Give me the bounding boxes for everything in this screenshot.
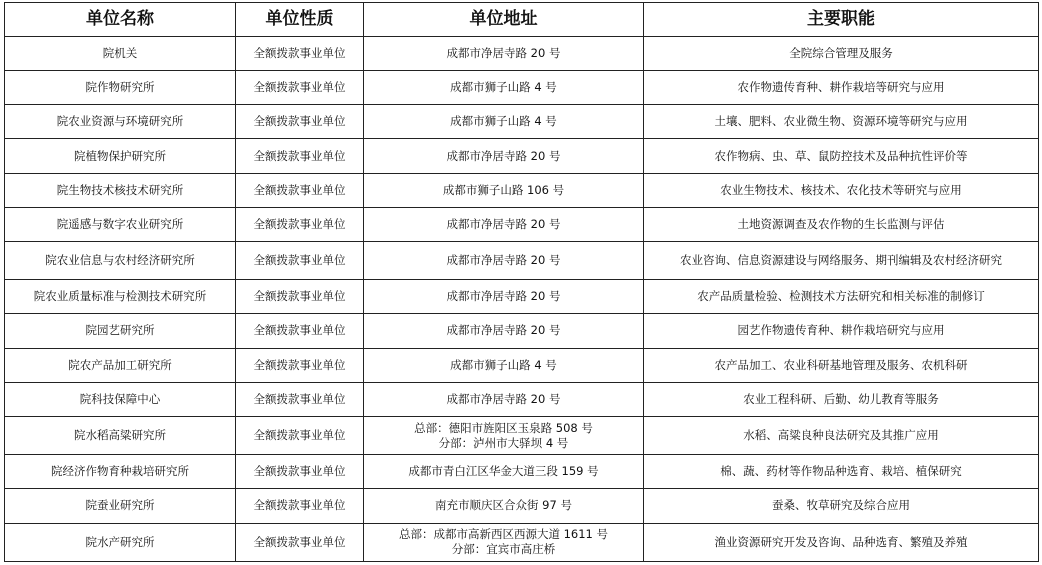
main-function-cell: 水稻、高粱良种良法研究及其推广应用 xyxy=(644,416,1039,454)
unit-address-cell xyxy=(364,314,644,348)
main-function-cell: 农作物病、虫、草、鼠防控技术及品种抗性评价等 xyxy=(644,139,1039,173)
main-function-cell: 土地资源调查及农作物的生长监测与评估 xyxy=(644,207,1039,241)
unit-name-cell: 院水稻高粱研究所 xyxy=(5,416,236,454)
main-function-cell: 农作物遗传育种、耕作栽培等研究与应用 xyxy=(644,71,1039,105)
unit-name-cell: 院经济作物育种栽培研究所 xyxy=(5,455,236,489)
address-line: 分部：宜宾市高庄桥 xyxy=(451,542,556,557)
unit-nature-cell: 全额拨款事业单位 xyxy=(236,241,364,279)
address-line: 总部：成都市高新西区西源大道 1611 号 xyxy=(398,527,609,542)
unit-nature-cell: 全额拨款事业单位 xyxy=(236,523,364,562)
unit-name-cell: 院水产研究所 xyxy=(5,523,236,562)
unit-address-cell xyxy=(364,455,644,489)
address-line: 成都市青白江区华金大道三段 159 号 xyxy=(408,464,599,479)
unit-name-cell: 院生物技术核技术研究所 xyxy=(5,173,236,207)
table-row xyxy=(5,71,1039,105)
unit-name-cell: 院机关 xyxy=(5,37,236,71)
unit-name-cell: 院农业资源与环境研究所 xyxy=(5,105,236,139)
table-row xyxy=(5,105,1039,139)
address-line: 成都市净居寺路 20 号 xyxy=(446,289,561,304)
unit-nature-cell: 全额拨款事业单位 xyxy=(236,455,364,489)
unit-name-cell: 院科技保障中心 xyxy=(5,382,236,416)
table-row xyxy=(5,489,1039,523)
header-unit-address: 单位地址 xyxy=(364,3,644,37)
unit-nature-cell: 全额拨款事业单位 xyxy=(236,280,364,314)
table-row xyxy=(5,37,1039,71)
table-row xyxy=(5,455,1039,489)
main-function-cell: 园艺作物遗传育种、耕作栽培研究与应用 xyxy=(644,314,1039,348)
address-line: 总部：德阳市旌阳区玉泉路 508 号 xyxy=(414,420,593,435)
unit-name-cell: 院植物保护研究所 xyxy=(5,139,236,173)
address-line: 成都市净居寺路 20 号 xyxy=(446,148,561,163)
main-function-cell: 棉、蔬、药材等作物品种选育、栽培、植保研究 xyxy=(644,455,1039,489)
address-line: 成都市净居寺路 20 号 xyxy=(446,253,561,268)
unit-nature-cell: 全额拨款事业单位 xyxy=(236,314,364,348)
table-row xyxy=(5,348,1039,382)
unit-address-cell xyxy=(364,523,644,562)
unit-nature-cell: 全额拨款事业单位 xyxy=(236,37,364,71)
table-row xyxy=(5,280,1039,314)
header-unit-nature: 单位性质 xyxy=(236,3,364,37)
header-unit-name: 单位名称 xyxy=(5,3,236,37)
unit-address-cell xyxy=(364,139,644,173)
unit-address-cell xyxy=(364,416,644,454)
unit-address-cell xyxy=(364,280,644,314)
address-line: 成都市狮子山路 4 号 xyxy=(450,114,557,129)
table-row xyxy=(5,382,1039,416)
main-function-cell: 农业工程科研、后勤、幼儿教育等服务 xyxy=(644,382,1039,416)
unit-name-cell: 院农业质量标准与检测技术研究所 xyxy=(5,280,236,314)
unit-address-cell xyxy=(364,37,644,71)
unit-nature-cell: 全额拨款事业单位 xyxy=(236,207,364,241)
unit-name-cell: 院园艺研究所 xyxy=(5,314,236,348)
table-row xyxy=(5,173,1039,207)
institution-table xyxy=(4,2,1039,562)
address-line: 分部：泸州市大驿坝 4 号 xyxy=(438,435,569,450)
unit-name-cell: 院蚕业研究所 xyxy=(5,489,236,523)
main-function-cell: 农业咨询、信息资源建设与网络服务、期刊编辑及农村经济研究 xyxy=(644,241,1039,279)
main-function-cell: 全院综合管理及服务 xyxy=(644,37,1039,71)
unit-nature-cell: 全额拨款事业单位 xyxy=(236,348,364,382)
table-row xyxy=(5,139,1039,173)
main-function-cell: 土壤、肥料、农业微生物、资源环境等研究与应用 xyxy=(644,105,1039,139)
main-function-cell: 农产品质量检验、检测技术方法研究和相关标准的制修订 xyxy=(644,280,1039,314)
unit-name-cell: 院农业信息与农村经济研究所 xyxy=(5,241,236,279)
main-function-cell: 蚕桑、牧草研究及综合应用 xyxy=(644,489,1039,523)
unit-nature-cell: 全额拨款事业单位 xyxy=(236,489,364,523)
unit-address-cell xyxy=(364,173,644,207)
unit-nature-cell: 全额拨款事业单位 xyxy=(236,382,364,416)
table-row xyxy=(5,241,1039,279)
address-line: 成都市狮子山路 106 号 xyxy=(442,182,565,197)
unit-address-cell xyxy=(364,348,644,382)
table-row xyxy=(5,523,1039,562)
main-function-cell: 渔业资源研究开发及咨询、品种选育、繁殖及养殖 xyxy=(644,523,1039,562)
unit-nature-cell: 全额拨款事业单位 xyxy=(236,105,364,139)
unit-address-cell xyxy=(364,105,644,139)
address-line: 成都市净居寺路 20 号 xyxy=(446,323,561,338)
header-row xyxy=(5,3,1039,37)
unit-name-cell: 院作物研究所 xyxy=(5,71,236,105)
address-line: 成都市净居寺路 20 号 xyxy=(446,216,561,231)
unit-address-cell xyxy=(364,241,644,279)
address-line: 成都市狮子山路 4 号 xyxy=(450,80,557,95)
table-row xyxy=(5,207,1039,241)
unit-name-cell: 院农产品加工研究所 xyxy=(5,348,236,382)
address-line: 南充市顺庆区合众街 97 号 xyxy=(435,498,572,513)
unit-address-cell xyxy=(364,71,644,105)
unit-name-cell: 院遥感与数字农业研究所 xyxy=(5,207,236,241)
address-line: 成都市净居寺路 20 号 xyxy=(446,46,561,61)
main-function-cell: 农业生物技术、核技术、农化技术等研究与应用 xyxy=(644,173,1039,207)
unit-nature-cell: 全额拨款事业单位 xyxy=(236,139,364,173)
unit-nature-cell: 全额拨款事业单位 xyxy=(236,173,364,207)
unit-nature-cell: 全额拨款事业单位 xyxy=(236,416,364,454)
unit-address-cell xyxy=(364,382,644,416)
table-row xyxy=(5,314,1039,348)
unit-address-cell xyxy=(364,489,644,523)
address-line: 成都市净居寺路 20 号 xyxy=(446,391,561,406)
table-row xyxy=(5,416,1039,454)
header-main-function: 主要职能 xyxy=(644,3,1039,37)
unit-nature-cell: 全额拨款事业单位 xyxy=(236,71,364,105)
main-function-cell: 农产品加工、农业科研基地管理及服务、农机科研 xyxy=(644,348,1039,382)
address-line: 成都市狮子山路 4 号 xyxy=(450,357,557,372)
unit-address-cell xyxy=(364,207,644,241)
